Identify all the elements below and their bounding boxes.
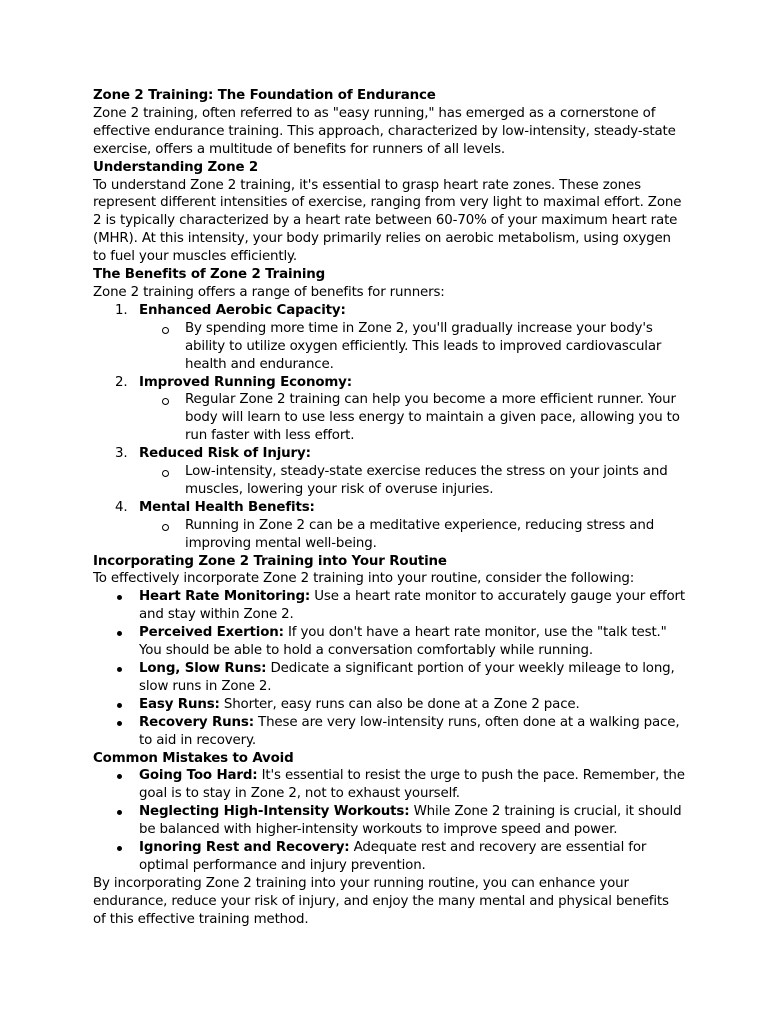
benefit-detail <box>139 517 685 553</box>
item-text: It's essential to resist the urge to push the pace. Remember, the goal is to stay in Zone 2, not to exhaust yourself. <box>139 768 685 802</box>
benefit-detail <box>139 320 685 374</box>
list-item <box>93 714 685 750</box>
incorporating-list <box>93 588 685 749</box>
hollow-bullet-icon <box>162 327 169 334</box>
understanding-paragraph: To understand Zone 2 training, it's essential to grasp heart rate zones. These zones represent different intensities of exercise, ranging from very light to maximal effort. Zone 2 is typically characterized by a heart rate between 60-70% of your maximum heart rate (MHR). At this intensity, your body primarily relies on aerobic metabolism, using oxygen to fuel your muscles efficiently. <box>93 177 682 265</box>
bullet-icon <box>117 703 122 708</box>
list-number: 4. <box>115 499 128 515</box>
bullet-icon <box>117 846 122 851</box>
item-title: Perceived Exertion: <box>139 625 284 641</box>
item-text: Shorter, easy runs can also be done at a Zone 2 pace. <box>219 696 580 712</box>
hollow-bullet-icon <box>162 470 169 477</box>
understanding-heading: Understanding Zone 2 <box>93 159 259 175</box>
item-text: These are very low-intensity runs, often done at a walking pace, to aid in recovery. <box>139 714 680 748</box>
benefit-title: Mental Health Benefits: <box>139 499 315 515</box>
list-item <box>93 588 685 624</box>
mistakes-list <box>93 767 685 874</box>
item-title: Neglecting High-Intensity Workouts: <box>139 804 410 820</box>
list-item <box>93 839 685 875</box>
benefits-list <box>93 302 685 553</box>
bullet-icon <box>117 810 122 815</box>
benefit-title: Improved Running Economy: <box>139 374 352 390</box>
benefits-intro: Zone 2 training offers a range of benefits for runners: <box>93 284 445 300</box>
item-title: Easy Runs: <box>139 696 220 712</box>
benefits-heading: The Benefits of Zone 2 Training <box>93 267 326 283</box>
benefit-detail-list <box>139 463 685 499</box>
list-number: 1. <box>115 302 128 318</box>
benefit-item <box>93 445 685 499</box>
list-number: 2. <box>115 374 128 390</box>
item-title: Ignoring Rest and Recovery: <box>139 840 350 856</box>
item-text: Adequate rest and recovery are essential for optimal performance and injury prevention. <box>139 840 647 873</box>
incorporating-heading: Incorporating Zone 2 Training into Your Routine <box>93 553 447 569</box>
bullet-icon <box>117 631 122 636</box>
benefit-detail-list <box>139 320 685 374</box>
list-item <box>93 696 685 714</box>
benefit-title: Reduced Risk of Injury: <box>139 446 311 462</box>
bullet-icon <box>117 667 122 672</box>
item-text: Use a heart rate monitor to accurately gauge your effort and stay within Zone 2. <box>139 589 685 623</box>
benefit-detail <box>139 391 685 445</box>
document-page <box>93 87 685 929</box>
list-item <box>93 767 685 803</box>
list-item <box>93 660 685 696</box>
benefit-detail-text: Low-intensity, steady-state exercise reduces the stress on your joints and muscles, lowering your risk of overuse injuries. <box>185 464 668 497</box>
bullet-icon <box>117 595 122 600</box>
bullet-icon <box>117 721 122 726</box>
mistakes-heading: Common Mistakes to Avoid <box>93 750 294 766</box>
item-title: Recovery Runs: <box>139 714 254 730</box>
bullet-icon <box>117 774 122 779</box>
benefit-detail-text: Running in Zone 2 can be a meditative experience, reducing stress and improving mental well-being. <box>185 517 655 551</box>
item-title: Going Too Hard: <box>139 768 258 784</box>
benefit-item <box>93 374 685 446</box>
item-text: Dedicate a significant portion of your weekly mileage to long, slow runs in Zone 2. <box>139 661 675 694</box>
document-title: Zone 2 Training: The Foundation of Endurance <box>93 88 436 103</box>
benefit-item <box>93 499 685 553</box>
conclusion-paragraph: By incorporating Zone 2 training into your running routine, you can enhance your endurance, reduce your risk of injury, and enjoy the many mental and physical benefits of this effective training method. <box>93 875 669 927</box>
item-title: Heart Rate Monitoring: <box>139 589 311 605</box>
hollow-bullet-icon <box>162 398 169 405</box>
item-title: Long, Slow Runs: <box>139 661 267 676</box>
list-item <box>93 624 685 660</box>
benefit-detail-text: Regular Zone 2 training can help you become a more efficient runner. Your body will learn to use less energy to maintain a given pace, allowing you to run faster with less effort. <box>185 392 680 444</box>
item-text: If you don't have a heart rate monitor, use the "talk test." You should be able to hold a conversation comfortably while running. <box>139 625 667 659</box>
item-text: While Zone 2 training is crucial, it should be balanced with higher-intensity workouts to improve speed and power. <box>139 804 682 838</box>
benefit-title: Enhanced Aerobic Capacity: <box>139 302 346 318</box>
list-number: 3. <box>115 446 128 462</box>
incorporating-intro: To effectively incorporate Zone 2 training into your routine, consider the following: <box>93 571 635 587</box>
benefit-detail-text: By spending more time in Zone 2, you'll gradually increase your body's ability to utilize oxygen efficiently. This leads to improved cardiovascular health and endurance. <box>185 320 662 372</box>
benefit-item <box>93 302 685 374</box>
benefit-detail <box>139 463 685 499</box>
benefit-detail-list <box>139 391 685 445</box>
benefit-detail-list <box>139 517 685 553</box>
list-item <box>93 803 685 839</box>
hollow-bullet-icon <box>162 524 169 531</box>
intro-paragraph: Zone 2 training, often referred to as "easy running," has emerged as a cornerstone of effective endurance training. This approach, characterized by low-intensity, steady-state exercise, offers a multitude of benefits for runners of all levels. <box>93 105 676 157</box>
